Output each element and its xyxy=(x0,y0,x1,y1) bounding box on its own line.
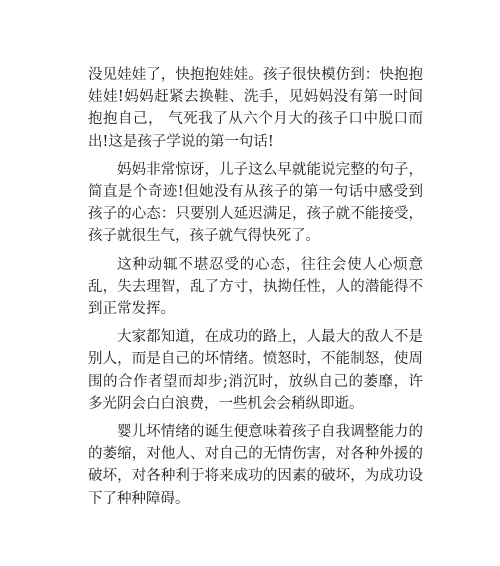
paragraph-4: 大家都知道，在成功的路上，人最大的敌人不是别人，而是自己的坏情绪。愤怒时，不能制怒，使周围的合作者望而却步;消沉时，放纵自己的萎靡，许多光阴会白白浪费，一些机会会稍纵即逝。 xyxy=(88,329,423,412)
paragraph-3: 这种动辄不堪忍受的心态，往往会使人心烦意乱，失去理智，乱了方寸，执拗任性，人的潜能得不到正常发挥。 xyxy=(88,256,423,318)
document-body xyxy=(88,64,423,516)
paragraph-5: 婴儿坏情绪的诞生便意味着孩子自我调整能力的的萎缩，对他人、对自己的无情伤害，对各种外援的破坏，对各种利于将来成功的因素的破坏，为成功设下了种种障碍。 xyxy=(88,424,423,507)
paragraph-2: 妈妈非常惊讶，儿子这么早就能说完整的句子，简直是个奇迹!但她没有从孩子的第一句话中感受到孩子的心态：只要别人延迟满足，孩子就不能接受，孩子就很生气，孩子就气得快死了。 xyxy=(88,161,423,245)
paragraph-1: 没见娃娃了，快抱抱娃娃。孩子很快模仿到：快抱抱娃娃!妈妈赶紧去换鞋、洗手，见妈妈没有第一时间抱抱自己， 气死我了从六个月大的孩子口中脱口而出!这是孩子学说的第一句话! xyxy=(88,67,423,150)
